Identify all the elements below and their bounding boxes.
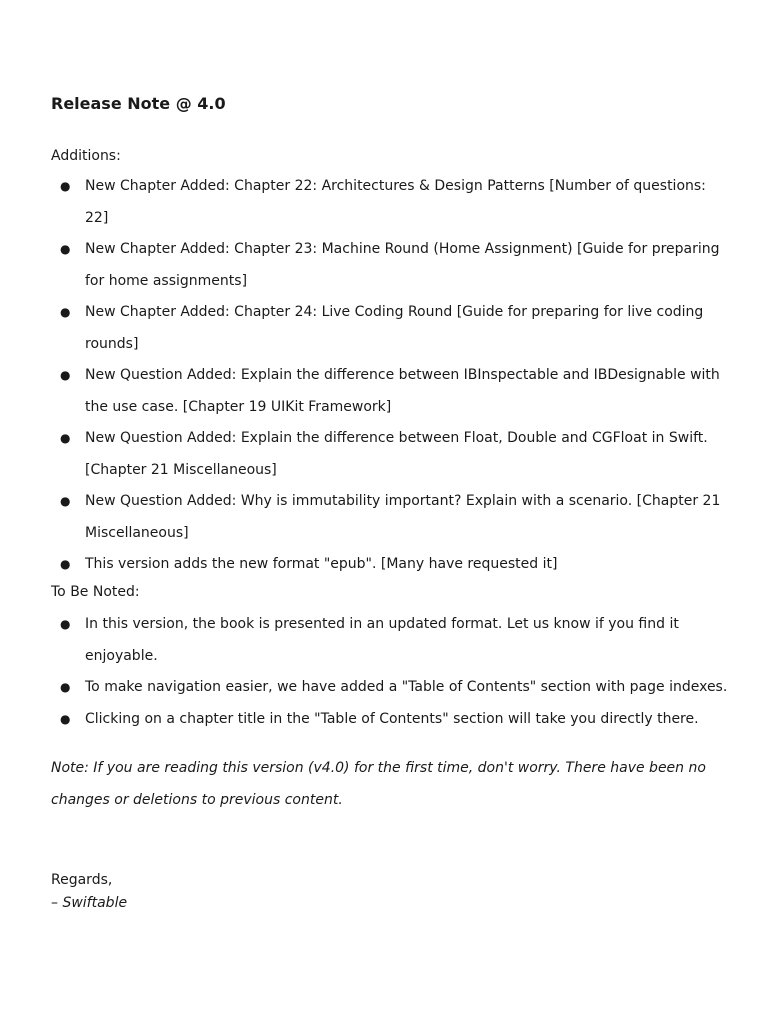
to-be-noted-heading: To Be Noted: (51, 584, 140, 600)
signature (51, 892, 127, 915)
list-item-text: This version adds the new format "epub". [Many have requested it] (85, 556, 558, 572)
list-item-text: New Chapter Added: Chapter 24: Live Coding Round [Guide for preparing for live coding rounds] (85, 304, 704, 352)
list-item-text: New Question Added: Why is immutability important? Explain with a scenario. [Chapter 21 Miscellaneous] (85, 493, 721, 541)
additions-heading: Additions: (51, 148, 121, 164)
bullet-icon: ● (60, 711, 71, 726)
bullet-icon: ● (60, 179, 71, 193)
signature-name: Swiftable (62, 895, 128, 911)
bullet-icon: ● (60, 242, 71, 256)
list-item (51, 672, 731, 704)
list-item (51, 360, 731, 423)
version-note: Note: If you are reading this version (v4.0) for the first time, don't worry. There have been no changes or deletions to previous content. (51, 760, 706, 808)
bullet-icon: ● (60, 617, 71, 631)
list-item-text: In this version, the book is presented in an updated format. Let us know if you find it enjoyable. (85, 616, 679, 664)
list-item-text: Clicking on a chapter title in the "Table of Contents" section will take you directly there. (85, 710, 699, 727)
signature-dash: – (51, 895, 63, 911)
list-item-text: New Question Added: Explain the difference between Float, Double and CGFloat in Swift. [Chapter 21 Miscellaneous] (85, 430, 708, 478)
list-item (51, 297, 731, 360)
list-item-text: New Question Added: Explain the difference between IBInspectable and IBDesignable with the use case. [Chapter 19 UIKit Framework] (85, 367, 720, 415)
bullet-icon: ● (60, 368, 71, 382)
list-item (51, 423, 731, 486)
to-be-noted-list (51, 609, 731, 735)
list-item (51, 609, 731, 672)
page-title: Release Note @ 4.0 (51, 94, 226, 113)
list-item (51, 704, 731, 736)
bullet-icon: ● (60, 305, 71, 319)
bullet-icon: ● (60, 431, 71, 445)
list-item-text: New Chapter Added: Chapter 23: Machine Round (Home Assignment) [Guide for preparing for home assignments] (85, 241, 720, 289)
list-item (51, 549, 731, 581)
regards-text: Regards, (51, 872, 113, 888)
list-item-text: To make navigation easier, we have added a "Table of Contents" section with page indexes. (85, 679, 728, 695)
list-item-text: New Chapter Added: Chapter 22: Architectures & Design Patterns [Number of questions: 22] (85, 178, 706, 226)
list-item (51, 486, 731, 549)
bullet-icon: ● (60, 680, 71, 694)
bullet-icon: ● (60, 494, 71, 508)
additions-list (51, 171, 731, 581)
list-item (51, 171, 731, 234)
list-item (51, 234, 731, 297)
bullet-icon: ● (60, 557, 71, 571)
